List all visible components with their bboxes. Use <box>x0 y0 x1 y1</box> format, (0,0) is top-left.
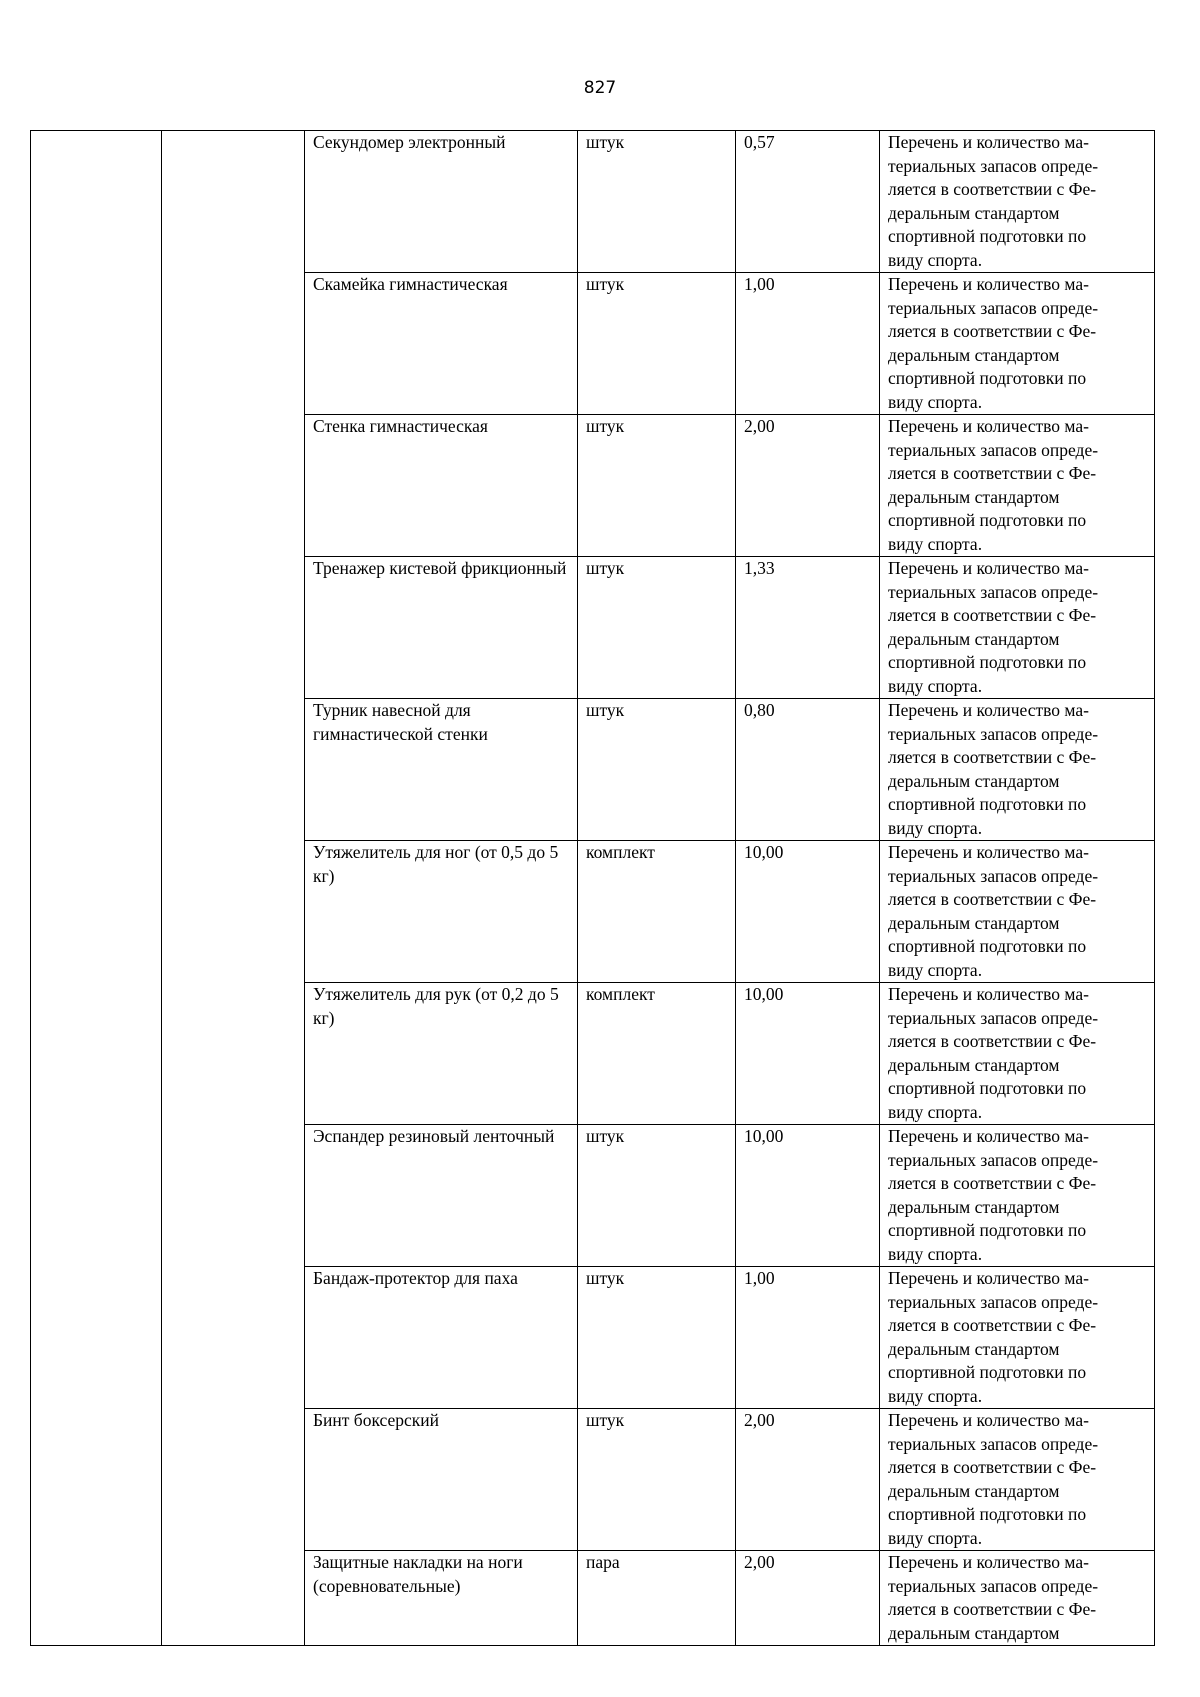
unit-cell: штук <box>578 415 736 557</box>
merged-cell-number <box>31 131 162 1646</box>
item-name-cell: Бинт боксерский <box>305 1409 578 1551</box>
note-cell: Перечень и количество ма- териальных запасов опреде- ляется в соответствии с Фе- деральным стандартом спортивной подготовки по виду спорта. <box>880 983 1155 1125</box>
item-name-cell: Утяжелитель для рук (от 0,2 до 5 кг) <box>305 983 578 1125</box>
note-cell: Перечень и количество ма- териальных запасов опреде- ляется в соответствии с Фе- деральным стандартом спортивной подготовки по виду спорта. <box>880 131 1155 273</box>
materials-table-body <box>31 131 1155 1646</box>
unit-cell: штук <box>578 699 736 841</box>
quantity-cell: 2,00 <box>736 415 880 557</box>
unit-cell: штук <box>578 131 736 273</box>
item-name-cell: Турник навесной для гимнастической стенки <box>305 699 578 841</box>
page-number: 827 <box>583 78 617 98</box>
item-name-cell: Тренажер кистевой фрикционный <box>305 557 578 699</box>
item-name-cell: Эспандер резиновый ленточный <box>305 1125 578 1267</box>
unit-cell: штук <box>578 1125 736 1267</box>
quantity-cell: 2,00 <box>736 1551 880 1646</box>
unit-cell: комплект <box>578 983 736 1125</box>
note-cell: Перечень и количество ма- териальных запасов опреде- ляется в соответствии с Фе- деральным стандартом спортивной подготовки по виду спорта. <box>880 699 1155 841</box>
unit-cell: комплект <box>578 841 736 983</box>
quantity-cell: 0,80 <box>736 699 880 841</box>
table-row <box>31 131 1155 273</box>
item-name-cell: Скамейка гимнастическая <box>305 273 578 415</box>
quantity-cell: 10,00 <box>736 983 880 1125</box>
item-name-cell: Защитные накладки на ноги (соревновательные) <box>305 1551 578 1646</box>
quantity-cell: 0,57 <box>736 131 880 273</box>
quantity-cell: 1,00 <box>736 273 880 415</box>
materials-table <box>30 130 1155 1646</box>
quantity-cell: 1,33 <box>736 557 880 699</box>
quantity-cell: 1,00 <box>736 1267 880 1409</box>
note-cell: Перечень и количество ма- териальных запасов опреде- ляется в соответствии с Фе- деральным стандартом спортивной подготовки по виду спорта. <box>880 557 1155 699</box>
note-cell: Перечень и количество ма- териальных запасов опреде- ляется в соответствии с Фе- деральным стандартом спортивной подготовки по виду спорта. <box>880 1267 1155 1409</box>
quantity-cell: 2,00 <box>736 1409 880 1551</box>
merged-cell-category <box>162 131 305 1646</box>
unit-cell: штук <box>578 557 736 699</box>
note-cell: Перечень и количество ма- териальных запасов опреде- ляется в соответствии с Фе- деральным стандартом спортивной подготовки по виду спорта. <box>880 841 1155 983</box>
item-name-cell: Стенка гимнастическая <box>305 415 578 557</box>
note-cell: Перечень и количество ма- териальных запасов опреде- ляется в соответствии с Фе- деральным стандартом спортивной подготовки по виду спорта. <box>880 415 1155 557</box>
unit-cell: штук <box>578 273 736 415</box>
note-cell: Перечень и количество ма- териальных запасов опреде- ляется в соответствии с Фе- деральным стандартом спортивной подготовки по виду спорта. <box>880 273 1155 415</box>
item-name-cell: Бандаж-протектор для паха <box>305 1267 578 1409</box>
unit-cell: пара <box>578 1551 736 1646</box>
note-cell: Перечень и количество ма- териальных запасов опреде- ляется в соответствии с Фе- деральным стандартом <box>880 1551 1155 1646</box>
quantity-cell: 10,00 <box>736 1125 880 1267</box>
note-cell: Перечень и количество ма- териальных запасов опреде- ляется в соответствии с Фе- деральным стандартом спортивной подготовки по виду спорта. <box>880 1409 1155 1551</box>
item-name-cell: Секундомер электронный <box>305 131 578 273</box>
quantity-cell: 10,00 <box>736 841 880 983</box>
unit-cell: штук <box>578 1267 736 1409</box>
item-name-cell: Утяжелитель для ног (от 0,5 до 5 кг) <box>305 841 578 983</box>
unit-cell: штук <box>578 1409 736 1551</box>
note-cell: Перечень и количество ма- териальных запасов опреде- ляется в соответствии с Фе- деральным стандартом спортивной подготовки по виду спорта. <box>880 1125 1155 1267</box>
